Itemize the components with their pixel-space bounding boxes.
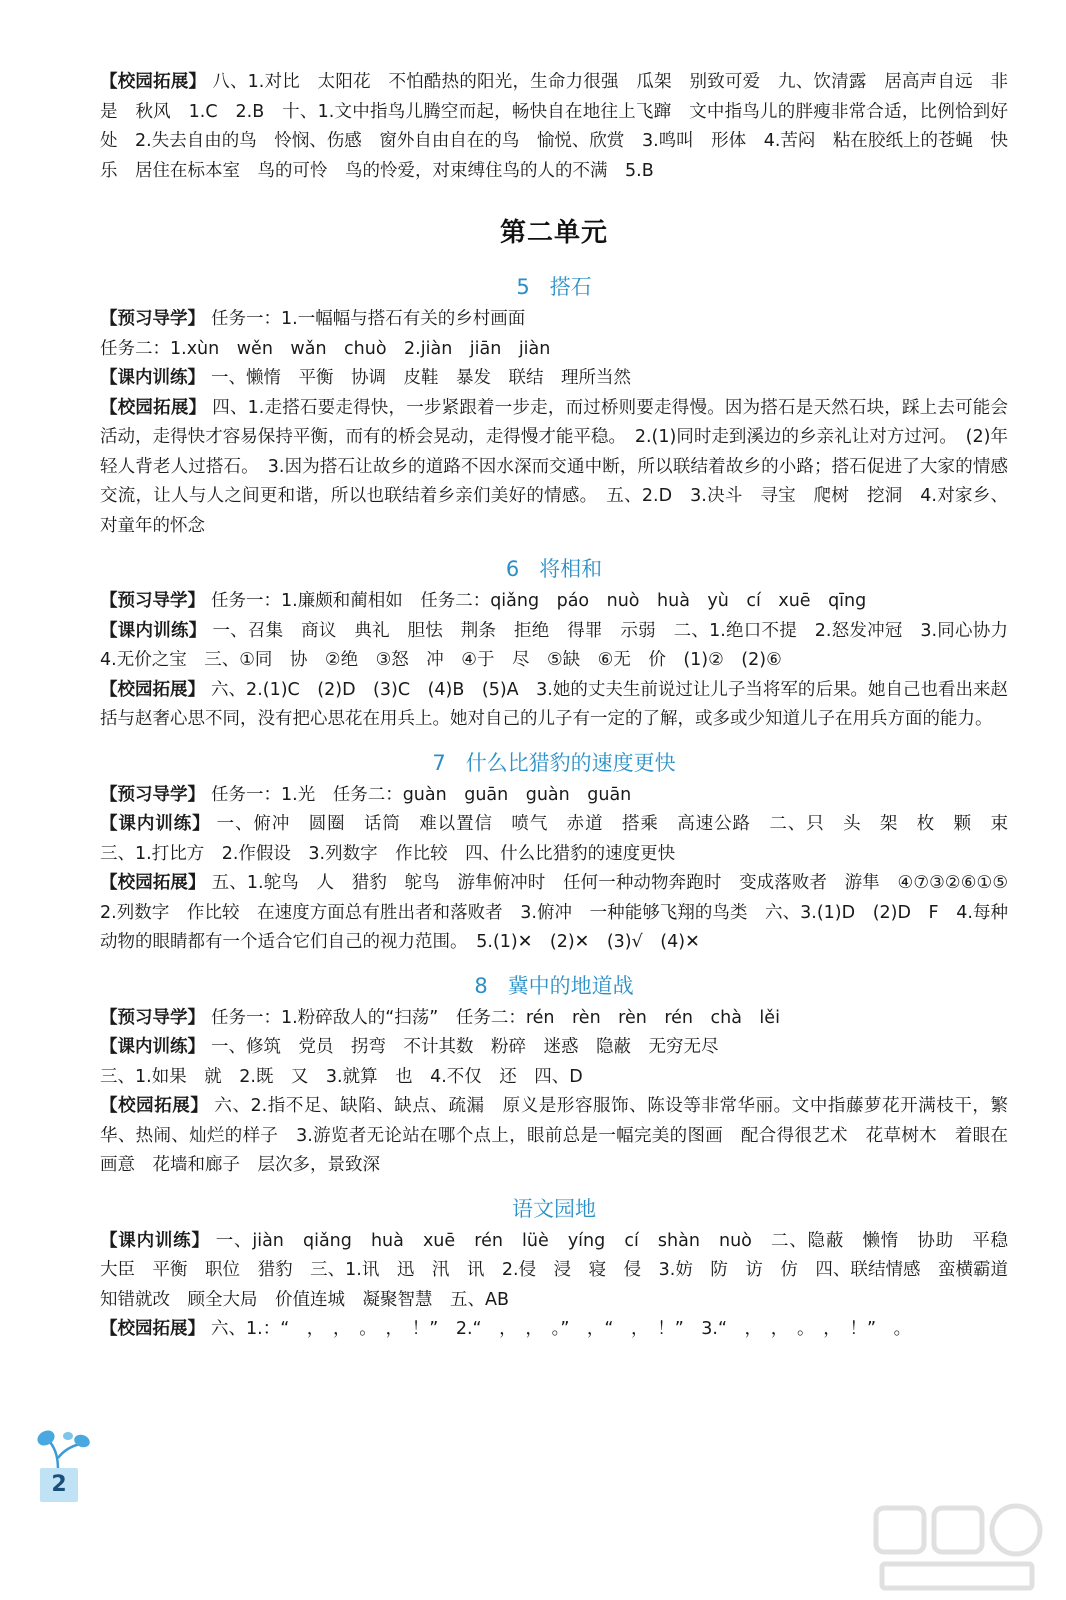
answer-text: 任务二：1.xùn wěn wǎn chuò 2.jiàn jiān jiàn [100,338,551,359]
lesson-title: 什么比猎豹的速度更快 [465,750,676,775]
answer-paragraph [100,869,1026,958]
section-tag: 【校园拓展】 [100,397,207,418]
section-tag: 【预习导学】 [100,784,205,805]
answer-text: 一、jiàn qiǎng huà xuē rén lüè yíng cí shàn nuò 二、隐蔽 懒惰 协助 平稳 大臣 平衡 职位 猎豹 三、1.讯 迅 汛 讯 2.侵 浸 寝 侵 3.妨 防 访 仿 四、联结情感 蛮横霸道 知错就改 顾全大局 价值连城 凝聚智慧 五、AB [100,1230,1026,1310]
answer-text: 六、1.：“ ， ， 。 ， ！” 2.“ ， ， 。” ，“ ， ！” 3.“ ， ， 。 ， ！” 。 [211,1319,912,1339]
lesson-number: 8 [474,973,488,998]
lesson-title: 冀中的地道战 [507,973,634,998]
answer-content [100,68,1026,1345]
lesson-number: 7 [432,750,446,775]
lesson-heading [100,970,1008,1000]
section-tag: 【校园拓展】 [100,873,206,893]
lesson-heading [100,553,1008,583]
answer-site-watermark [868,1500,1048,1596]
lesson-heading [100,271,1008,301]
answer-text: 六、2.(1)C (2)D (3)C (4)B (5)A 3.她的丈夫生前说过让儿子当将军的后果。她自己也看出来赵括与赵奢心思不同，没有把心思花在用兵上。她对自己的儿子有一定的了解，或多或少知道儿子在用兵方面的能力。 [100,679,1009,729]
sprout-leaf-icon [34,1428,90,1472]
lesson-title: 搭石 [549,275,592,299]
answer-paragraph [100,1004,1008,1034]
unit-heading: 第二单元 [499,218,608,248]
section-tag: 【预习导学】 [100,1007,205,1028]
answer-paragraph [100,394,1008,542]
answer-text: 一、修筑 党员 拐弯 不计其数 粉碎 迷惑 隐蔽 无穷无尽 [211,1037,719,1057]
answer-text: 任务一：1.一幅幅与搭石有关的乡村画面 [211,309,526,329]
answer-paragraph [100,335,1008,365]
answer-text: 任务一：1.廉颇和蔺相如 任务二：qiǎng páo nuò huà yù cí xuē qīng [211,591,867,611]
answer-text: 五、1.鸵鸟 人 猎豹 鸵鸟 游隼俯冲时 任何一种动物奔跑时 变成落败者 游隼 ④⑦③②⑥①⑤ 2.列数字 作比较 在速度方面总有胜出者和落败者 3.俯冲 一种能够飞翔的鸟类 六、3.(1)D (2)D F 4.每种动物的眼睛都有一个适合它们自己的视力范围。 5.(1)✕ (2)✕ (3)√ (4)✕ [100,873,1026,952]
section-tag: 【校园拓展】 [100,72,207,92]
answer-text: 一、懒惰 平衡 协调 皮鞋 暴发 联结 理所当然 [211,368,631,388]
answer-paragraph [100,587,1008,617]
answer-paragraph [100,68,1008,186]
answer-paragraph [100,617,1026,676]
answer-paragraph [100,781,1008,811]
answer-text: 任务一：1.粉碎敌人的“扫荡” 任务二：rén rèn rèn rén chà lěi [211,1007,780,1028]
section-tag: 【课内训练】 [100,1230,210,1251]
answer-paragraph [100,1227,1026,1316]
lesson-title: 语文园地 [512,1196,596,1221]
answer-paragraph [100,305,1008,335]
section-tag: 【课内训练】 [100,368,205,388]
answer-paragraph [100,1315,1008,1345]
answer-paragraph [100,676,1008,735]
section-tag: 【校园拓展】 [100,679,206,700]
section-tag: 【课内训练】 [100,620,207,641]
lesson-heading [100,747,1008,777]
answer-text: 一、俯冲 圆圈 话筒 难以置信 喷气 赤道 搭乘 高速公路 二、只 头 架 枚 颗 束 三、1.打比方 2.作假设 3.列数字 作比较 四、什么比猎豹的速度更快 [100,814,1026,864]
section-tag: 【课内训练】 [100,814,211,834]
answer-text: 三、1.如果 就 2.既 又 3.就算 也 4.不仅 还 四、D [100,1066,583,1087]
answer-text: 八、1.对比 太阳花 不怕酷热的阳光，生命力很强 瓜架 别致可爱 九、饮清露 居高声自远 非是 秋风 1.C 2.B 十、1.文中指鸟儿腾空而起，畅快自在地往上飞蹿 文中指鸟儿的胖瘦非常合适，比例恰到好处 2.失去自由的鸟 怜悯、伤感 窗外自由自在的鸟 愉悦、欣赏 3.鸣叫 形体 4.苦闷 粘在胶纸上的苍蝇 快乐 居住在标本室 鸟的可怜 鸟的怜爱，对束缚住鸟的人的不满 5.B [100,72,1009,181]
page-number: 2 [40,1468,78,1502]
section-tag: 【校园拓展】 [100,1319,205,1339]
section-tag: 【预习导学】 [100,591,205,611]
answer-text: 一、召集 商议 典礼 胆怯 荆条 拒绝 得罪 示弱 二、1.绝口不提 2.怒发冲冠 3.同心协力 4.无价之宝 三、①同 协 ②绝 ③怒 冲 ④于 尽 ⑤缺 ⑥无 价 (1)② (2)⑥ [100,620,1026,670]
lesson-number: 6 [505,557,520,581]
answer-paragraph [100,1033,1008,1063]
answer-text: 四、1.走搭石要走得快，一步紧跟着一步走，而过桥则要走得慢。因为搭石是天然石块，踩上去可能会活动，走得快才容易保持平衡，而有的桥会晃动，走得慢才能平稳。 2.(1)同时走到溪边的乡亲礼让对方过河。 (2)年轻人背老人过搭石。 3.因为搭石让故乡的道路不因水深而交通中断，所以联结着故乡的小路；搭石促进了大家的情感交流，让人与人之间更和谐，所以也联结着乡亲们美好的情感。 五、2.D 3.决斗 寻宝 爬树 挖洞 4.对家乡、对童年的怀念 [100,397,1009,536]
section-tag: 【课内训练】 [100,1037,205,1057]
lesson-heading [100,1193,1008,1223]
answer-paragraph [100,1092,1008,1181]
lesson-number: 5 [516,275,530,299]
section-tag: 【预习导学】 [100,309,205,329]
answer-text: 任务一：1.光 任务二：guàn guān guàn guān [211,784,632,805]
answer-paragraph [100,364,1008,394]
answer-paragraph [100,1063,1008,1093]
answer-paragraph [100,810,1026,869]
answer-text: 六、2.指不足、缺陷、缺点、疏漏 原义是形容服饰、陈设等非常华丽。文中指藤萝花开满枝干，繁华、热闹、灿烂的样子 3.游览者无论站在哪个点上，眼前总是一幅完美的图画 配合得很艺术 花草树木 着眼在画意 花墙和廊子 层次多，景致深 [100,1096,1008,1175]
section-tag: 【校园拓展】 [100,1096,209,1116]
lesson-title: 将相和 [539,557,603,581]
